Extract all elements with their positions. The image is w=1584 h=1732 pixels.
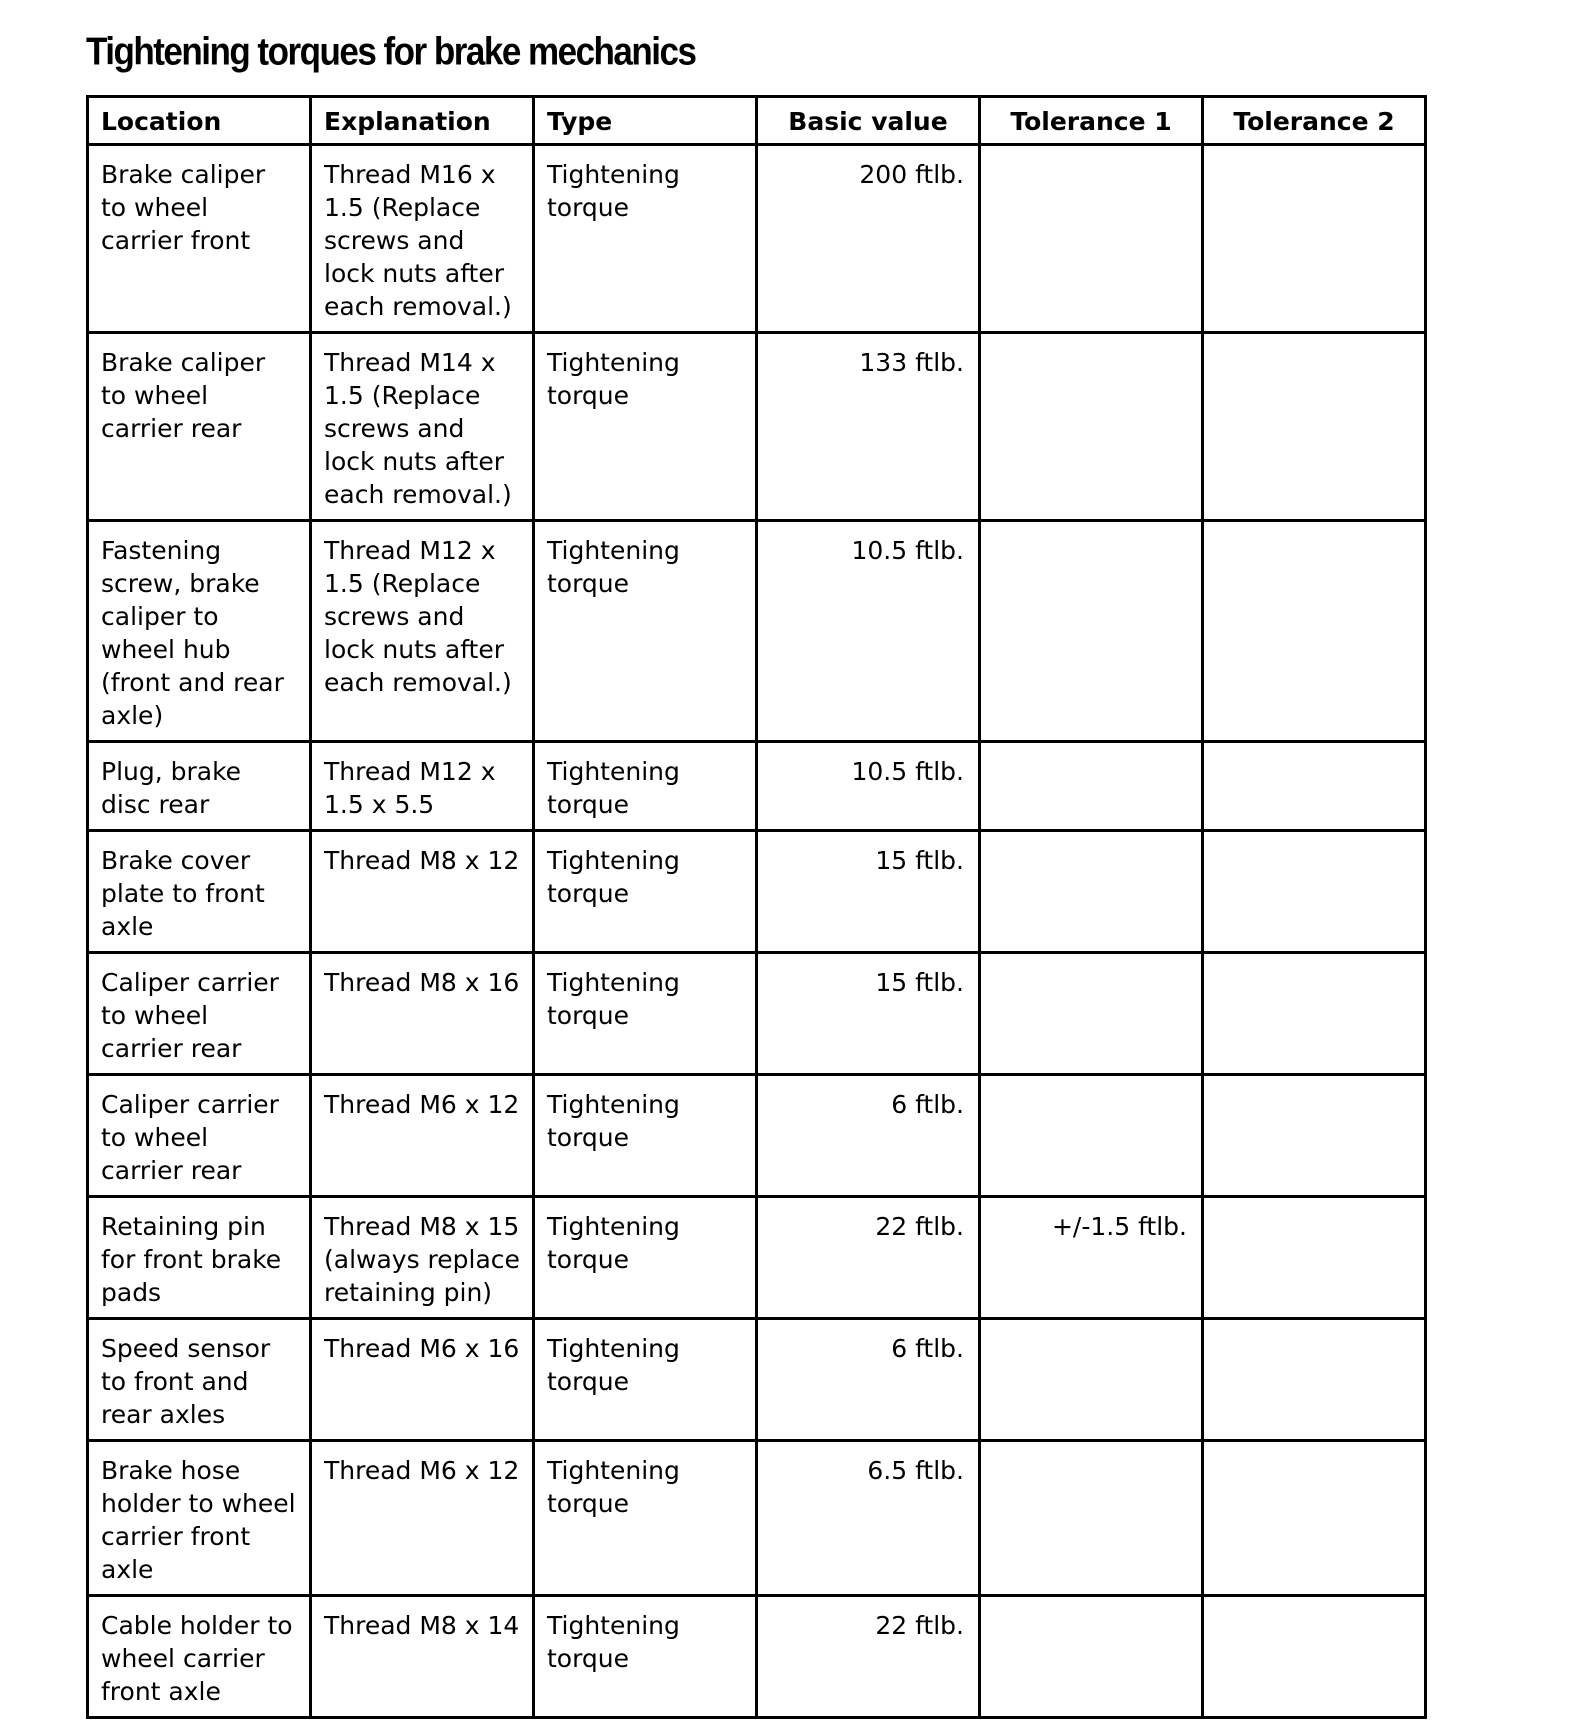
table-row [88,831,1426,953]
cell-basic-value: 22 ftlb. [757,1596,980,1718]
cell-explanation: Thread M12 x 1.5 x 5.5 [311,742,534,831]
table-row [88,953,1426,1075]
cell-basic-value: 22 ftlb. [757,1197,980,1319]
cell-location: Brake hose holder to wheel carrier front axle [88,1441,311,1596]
cell-type: Tightening torque [534,333,757,521]
cell-location: Cable holder to wheel carrier front axle [88,1596,311,1718]
cell-type: Tightening torque [534,1441,757,1596]
table-row [88,1319,1426,1441]
table-header-row [88,97,1426,145]
column-header-tolerance-2: Tolerance 2 [1203,97,1426,145]
column-header-tolerance-1: Tolerance 1 [980,97,1203,145]
cell-location: Retaining pin for front brake pads [88,1197,311,1319]
cell-tolerance-2 [1203,1441,1426,1596]
cell-type: Tightening torque [534,831,757,953]
cell-explanation: Thread M16 x 1.5 (Replace screws and lock nuts after each removal.) [311,145,534,333]
cell-explanation: Thread M8 x 16 [311,953,534,1075]
cell-tolerance-2 [1203,521,1426,742]
table-row [88,333,1426,521]
table-row [88,1441,1426,1596]
cell-tolerance-2 [1203,1197,1426,1319]
cell-tolerance-2 [1203,333,1426,521]
column-header-location: Location [88,97,311,145]
cell-type: Tightening torque [534,521,757,742]
cell-type: Tightening torque [534,145,757,333]
cell-explanation: Thread M8 x 15 (always replace retaining pin) [311,1197,534,1319]
cell-tolerance-1 [980,831,1203,953]
cell-explanation: Thread M8 x 14 [311,1596,534,1718]
cell-type: Tightening torque [534,1075,757,1197]
cell-location: Brake caliper to wheel carrier rear [88,333,311,521]
cell-tolerance-2 [1203,953,1426,1075]
torque-table [86,95,1427,1719]
table-row [88,1596,1426,1718]
cell-tolerance-1 [980,1441,1203,1596]
cell-basic-value: 6 ftlb. [757,1319,980,1441]
cell-tolerance-1 [980,1596,1203,1718]
cell-explanation: Thread M6 x 12 [311,1075,534,1197]
table-body [88,145,1426,1718]
cell-type: Tightening torque [534,742,757,831]
column-header-type: Type [534,97,757,145]
table-row [88,145,1426,333]
cell-type: Tightening torque [534,953,757,1075]
cell-tolerance-1 [980,1319,1203,1441]
column-header-explanation: Explanation [311,97,534,145]
column-header-basic-value: Basic value [757,97,980,145]
cell-type: Tightening torque [534,1197,757,1319]
cell-tolerance-1 [980,742,1203,831]
cell-basic-value: 6 ftlb. [757,1075,980,1197]
cell-basic-value: 133 ftlb. [757,333,980,521]
cell-basic-value: 10.5 ftlb. [757,521,980,742]
table-row [88,521,1426,742]
cell-tolerance-2 [1203,831,1426,953]
cell-tolerance-1 [980,1075,1203,1197]
cell-explanation: Thread M6 x 16 [311,1319,534,1441]
cell-location: Caliper carrier to wheel carrier rear [88,953,311,1075]
cell-location: Brake caliper to wheel carrier front [88,145,311,333]
cell-basic-value: 6.5 ftlb. [757,1441,980,1596]
cell-type: Tightening torque [534,1596,757,1718]
table-row [88,742,1426,831]
cell-location: Plug, brake disc rear [88,742,311,831]
cell-location: Speed sensor to front and rear axles [88,1319,311,1441]
cell-tolerance-1 [980,953,1203,1075]
cell-tolerance-2 [1203,145,1426,333]
cell-explanation: Thread M6 x 12 [311,1441,534,1596]
cell-basic-value: 15 ftlb. [757,831,980,953]
cell-type: Tightening torque [534,1319,757,1441]
table-row [88,1075,1426,1197]
cell-location: Fastening screw, brake caliper to wheel hub (front and rear axle) [88,521,311,742]
cell-tolerance-2 [1203,1319,1426,1441]
cell-tolerance-2 [1203,1596,1426,1718]
cell-explanation: Thread M14 x 1.5 (Replace screws and lock nuts after each removal.) [311,333,534,521]
cell-explanation: Thread M8 x 12 [311,831,534,953]
cell-tolerance-2 [1203,742,1426,831]
cell-tolerance-1: +/-1.5 ftlb. [980,1197,1203,1319]
cell-location: Brake cover plate to front axle [88,831,311,953]
cell-location: Caliper carrier to wheel carrier rear [88,1075,311,1197]
cell-tolerance-1 [980,145,1203,333]
cell-explanation: Thread M12 x 1.5 (Replace screws and lock nuts after each removal.) [311,521,534,742]
cell-tolerance-1 [980,521,1203,742]
table-row [88,1197,1426,1319]
cell-tolerance-2 [1203,1075,1426,1197]
cell-basic-value: 10.5 ftlb. [757,742,980,831]
page-title: Tightening torques for brake mechanics [86,30,696,74]
cell-basic-value: 200 ftlb. [757,145,980,333]
cell-basic-value: 15 ftlb. [757,953,980,1075]
cell-tolerance-1 [980,333,1203,521]
